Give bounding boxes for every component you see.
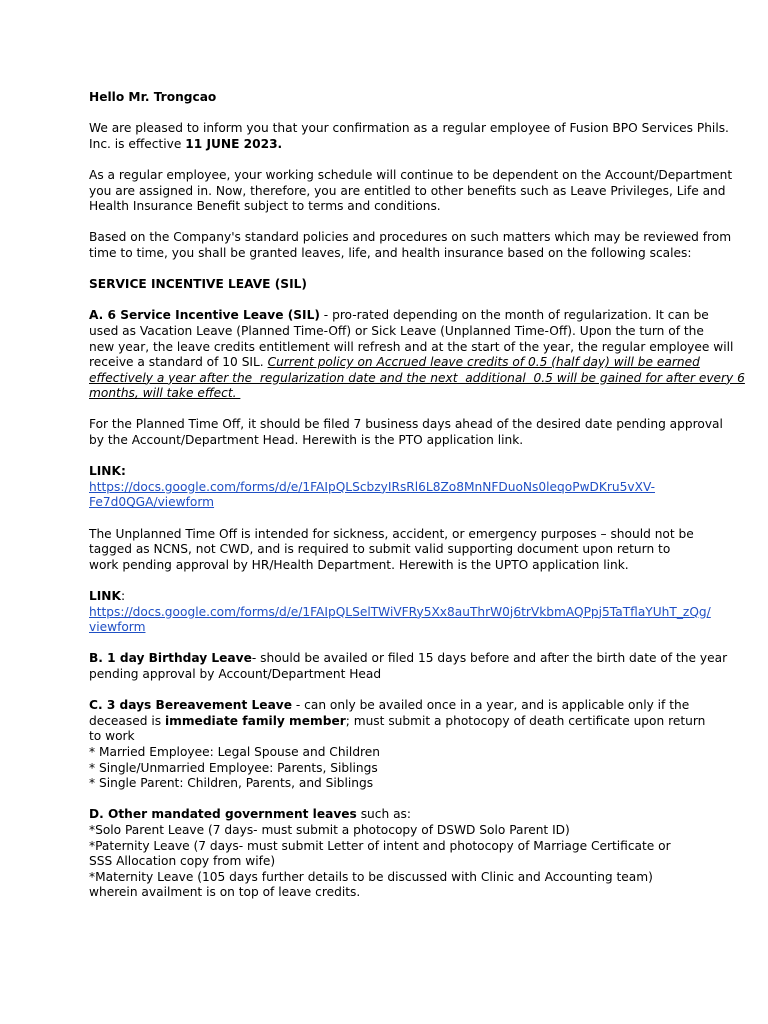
- list-item: * Single Parent: Children, Parents, and Siblings: [89, 776, 374, 791]
- section-heading: SERVICE INCENTIVE LEAVE (SIL): [89, 277, 307, 292]
- intro-line: We are pleased to inform you that your confirmation as a regular employee of Fusion BPO Services Phils.: [89, 121, 729, 136]
- sil-title: A. 6 Service Incentive Leave (SIL): [89, 308, 320, 323]
- birthday-paragraph: B. 1 day Birthday Leave- should be availed or filed 15 days before and after the birth date of the year pending approval by Account/Department Head: [89, 651, 728, 681]
- bereavement-title: C. 3 days Bereavement Leave: [89, 698, 292, 713]
- effective-date: 11 JUNE 2023.: [185, 136, 283, 151]
- other-leaves-paragraph: D. Other mandated government leaves such as: *Solo Parent Leave (7 days- must submit a photocopy of DSWD Solo Parent ID) *Paternity Leave (7 days- must submit Letter of intent and photocopy of Marriage Certificate or SSS Allocation copy from wife) *Maternity Leave (105 days further details to be discussed with Clinic and Accounting team) wherein availment is on top of leave credits.: [89, 807, 698, 901]
- upto-paragraph: The Unplanned Time Off is intended for sickness, accident, or emergency purposes – should not be tagged as NCNS, not CWD, and is required to submit valid supporting document upon return to work pending approval by HR/Health Department. Herewith is the UPTO application link.: [89, 526, 694, 572]
- sil-paragraph: A. 6 Service Incentive Leave (SIL) - pro-rated depending on the month of regularization. It can be used as Vacation Leave (Planned Time-Off) or Sick Leave (Unplanned Time-Off). Upon the turn of the new year, the leave credits entitlement will refresh and at the start of the year, the regular employee will receive a standard of 10 SIL. Current policy on Accrued leave credits of 0.5 (half day) will be earned effectively a year after the regularization date and the next additional 0.5 will be gained for after every 6 months, will take effect.: [89, 308, 745, 401]
- accrual-policy-note: months, will take effect.: [89, 386, 241, 401]
- list-item: *Solo Parent Leave (7 days- must submit a photocopy of DSWD Solo Parent ID): [89, 822, 570, 837]
- birthday-title: B. 1 day Birthday Leave: [89, 651, 252, 666]
- pto-paragraph: For the Planned Time Off, it should be filed 7 business days ahead of the desired date pending approval by the Account/Department Head. Herewith is the PTO application link.: [89, 417, 723, 448]
- upto-application-link[interactable]: https://docs.google.com/forms/d/e/1FAIpQLSelTWiVFRy5Xx8auThrW0j6trVkbmAQPpj5TaTflaYUhT_zQg/ viewform: [89, 604, 711, 635]
- other-leaves-title: D. Other mandated government leaves: [89, 807, 357, 822]
- policy-paragraph: Based on the Company's standard policies and procedures on such matters which may be reviewed from time to time, you shall be granted leaves, life, and health insurance based on the following scales:: [89, 230, 732, 260]
- pto-application-link[interactable]: https://docs.google.com/forms/d/e/1FAIpQLScbzyIRsRl6L8Zo8MnNFDuoNs0leqoPwDKru5vXV- Fe7d0QGA/viewform: [89, 479, 655, 510]
- accrual-policy-note: effectively a year after the regularization date and the next additional 0.5 will be gained for after every 6: [89, 370, 745, 385]
- schedule-paragraph: As a regular employee, your working schedule will continue to be dependent on the Account/Department you are assigned in. Now, therefore, you are entitled to other benefits such as Leave Privileges, Life and Health Insurance Benefit subject to terms and conditions.: [89, 167, 733, 214]
- intro-paragraph: [89, 121, 729, 152]
- link-label: LINK:: [89, 464, 126, 479]
- link-label: LINK:: [89, 589, 126, 603]
- greeting: Hello Mr. Trongcao: [89, 90, 217, 104]
- list-item: *Paternity Leave (7 days- must submit Letter of intent and photocopy of Marriage Certificate or: [89, 838, 671, 853]
- list-item: * Single/Unmarried Employee: Parents, Siblings: [89, 760, 378, 775]
- list-item: *Maternity Leave (105 days further details to be discussed with Clinic and Accounting team): [89, 869, 653, 884]
- upto-link-block: [89, 589, 711, 636]
- pto-link-block: [89, 464, 698, 511]
- list-item: * Married Employee: Legal Spouse and Children: [89, 744, 381, 759]
- bereavement-paragraph: C. 3 days Bereavement Leave - can only be availed once in a year, and is applicable only if the deceased is immediate family member; must submit a photocopy of death certificate upon return to work * Married Employee: Legal Spouse and Children * Single/Unmarried Employee: Parents, Siblings * Single Parent: Children, Parents, and Siblings: [89, 698, 706, 791]
- intro-line: Inc. is effective 11 JUNE 2023.: [89, 136, 283, 151]
- accrual-policy-note: Current policy on Accrued leave credits of 0.5 (half day) will be earned: [267, 355, 700, 370]
